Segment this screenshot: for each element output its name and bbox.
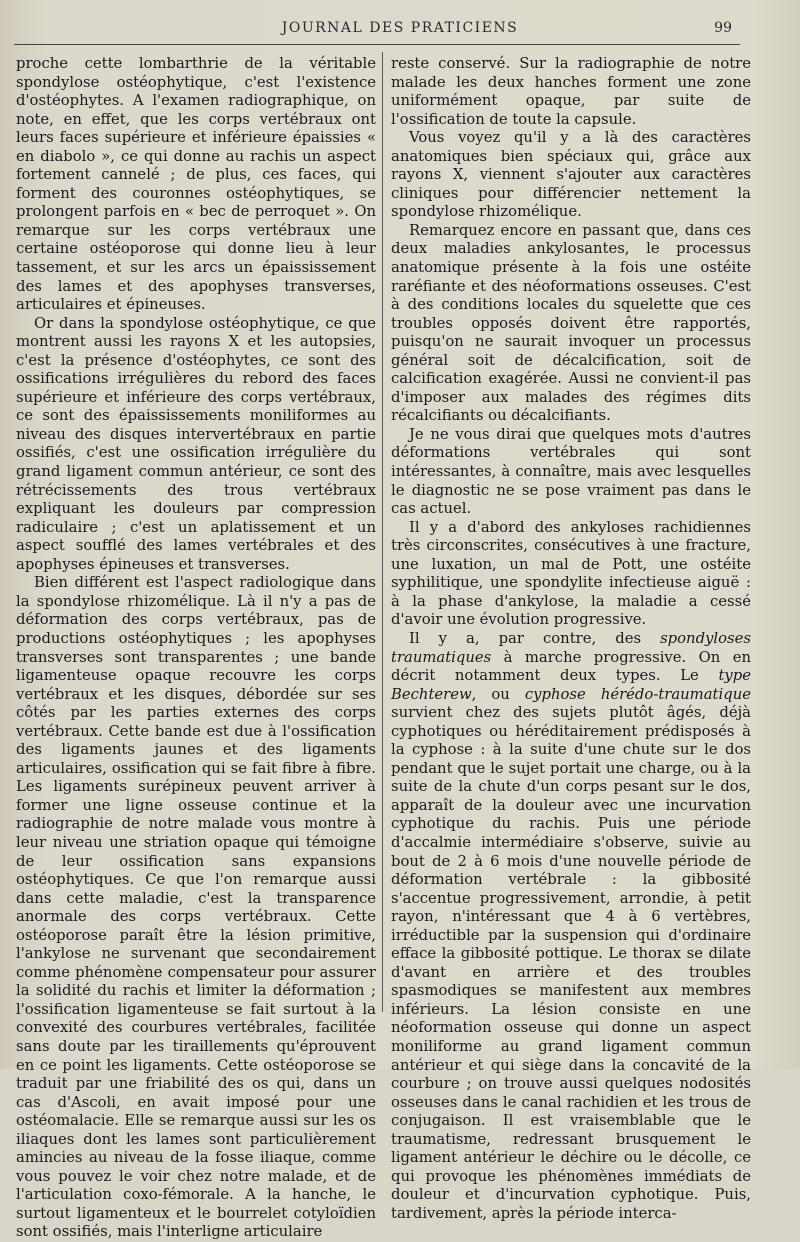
text-run: , ou [471, 685, 525, 703]
paragraph [391, 630, 751, 1224]
running-title: JOURNAL DES PRATICIENS [281, 20, 519, 36]
paragraph: reste conservé. Sur la radiographie de notre malade les deux hanches forment une zone uniformément opaque, par suite de l'ossification de toute la capsule. [391, 55, 751, 128]
text-run: survient chez des sujets plutôt âgés, déjà cyphotiques ou héréditairement prédisposés à la cyphose : à la suite d'une chute sur le dos pendant que le sujet portait une charge, ou à la suite de la chute d'un corps pesant sur le dos, apparaît de la douleur avec une incurvation cyphotique du rachis. Puis une période d'accalmie intermédiaire s'observe, suivie au bout de 2 à 6 mois d'une nouvelle période de déformation vertébrale : la gibbosité s'accentue progressivement, arrondie, à petit rayon, n'intéressant que 4 à 6 vertèbres, irréductible par la suspension qui d'ordinaire efface la gibbosité pottique. Le thorax se dilate d'avant en arrière et des troubles spasmodiques se manifestent aux membres inférieurs. La lésion consiste en une néoformation osseuse qui donne un aspect moniliforme au grand ligament commun antérieur et qui siège dans la concavité de la courbure ; on trouve aussi quelques nodosités osseuses dans le canal rachidien et les trous de conjugaison. Il est vraisemblable que le traumatisme, redressant brusquement le ligament antérieur le déchire ou le décolle, ce qui provoque les phénomènes immédiats de douleur et d'incurvation cyphotique. Puis, tardivement, après la période interca- [391, 704, 751, 1222]
right-column [391, 55, 751, 1223]
paragraph: Je ne vous dirai que quelques mots d'autres déformations vertébrales qui sont intéressantes, à connaître, mais avec lesquelles le diagnostic ne se pose vraiment pas dans le cas actuel. [391, 425, 751, 518]
paragraph: Vous voyez qu'il y a là des caractères anatomiques bien spéciaux qui, grâce aux rayons X, viennent s'ajouter aux caractères cliniques pour différencier nettement la spondylose rhizomélique. [391, 129, 751, 221]
emphasis-text: type Bechterew [391, 667, 751, 703]
paragraph: Il y a d'abord des ankyloses rachidiennes très circonscrites, consécutives à une fracture, une luxation, un mal de Pott, une ostéite syphilitique, une spondylite infectieuse aiguë : à la phase d'ankylose, la maladie a cessé d'avoir une évolution progressive. [391, 518, 751, 629]
emphasis-text: cyphose hérédo-traumatique [524, 685, 751, 703]
paragraph: Remarquez encore en passant que, dans ces deux maladies ankylosantes, le processus anatomique présente à la fois une ostéite raréfiante et des néoformations osseuses. C'est à des conditions locales du squelette que ces troubles opposés doivent être rapportés, puisqu'on ne saurait invoquer un processus général soit de décalcification, soit de calcification exagérée. Aussi ne convient-il pas d'imposer aux malades des régimes dits récalcifiants ou décalcifiants. [391, 221, 751, 425]
page-header [0, 18, 800, 40]
text-run: à marche progressive. On en décrit notamment deux types. Le [391, 648, 751, 685]
paragraph: proche cette lombarthrie de la véritable spondylose ostéophytique, c'est l'existence d'ostéophytes. A l'examen radiographique, on note, en effet, que les corps vertébraux ont leurs faces supérieure et inférieure épaissies « en diabolo », ce qui donne au rachis un aspect fortement cannelé ; de plus, ces faces, qui forment des couronnes ostéophytiques, se prolongent parfois en « bec de perroquet ». On remarque sur les corps vertébraux une certaine ostéoporose qui donne lieu à leur tassement, et sur les arcs un épaississement des lames et des apophyses transverses, articulaires et épineuses. [16, 55, 376, 314]
page-number: 99 [714, 20, 732, 36]
emphasis-text: spondyloses traumatiques [391, 629, 751, 666]
column-divider [382, 52, 383, 1012]
paragraph: Or dans la spondylose ostéophytique, ce que montrent aussi les rayons X et les autopsies, c'est la présence d'ostéophytes, ce sont des ossifications irrégulières du rebord des faces supérieure et inférieure des corps vertébraux, ce sont des épaississements moniliformes au niveau des disques intervertébraux en partie ossifiés, c'est une ossification irrégulière du grand ligament commun antérieur, ce sont des rétrécissements des trous vertébraux expliquant les douleurs par compression radiculaire ; c'est un aplatissement et un aspect soufflé des lames vertébrales et des apophyses épineuses et transverses. [16, 314, 376, 573]
header-rule [14, 44, 740, 45]
paragraph: Bien différent est l'aspect radiologique dans la spondylose rhizomélique. Là il n'y a pas de déformation des corps vertébraux, pas de productions ostéophytiques ; les apophyses transverses sont transparentes ; une bande ligamenteuse opaque recouvre les corps vertébraux et les disques, débordée sur ses côtés par les parties externes des corps vertébraux. Cette bande est due à l'ossification des ligaments jaunes et des ligaments articulaires, ossification qui se fait fibre à fibre. Les ligaments surépineux peuvent arriver à former une ligne osseuse continue et la radiographie de notre malade vous montre à leur niveau une striation opaque qui témoigne de leur ossification sans expansions ostéophytiques. Ce que l'on remarque aussi dans cette maladie, c'est la transparence anormale des corps vertébraux. Cette ostéoporose paraît être la lésion primitive, l'ankylose ne survenant que secondairement comme phénomène compensateur pour assurer la solidité du rachis et limiter la déformation ; l'ossification ligamenteuse se fait surtout à la convexité des courbures vertébrales, facilitée sans doute par les tiraillements qu'éprouvent en ce point les ligaments. Cette ostéoporose se traduit par une friabilité des os qui, dans un cas d'Ascoli, en avait imposé pour une ostéomalacie. Elle se remarque aussi sur les os iliaques dont les lames sont particulièrement amincies au niveau de la fosse iliaque, comme vous pouvez le voir chez notre malade, et de l'articulation coxo-fémorale. A la hanche, le surtout ligamenteux et le bourrelet cotyloïdien sont ossifiés, mais l'interligne articulaire [16, 574, 376, 1241]
text-run: Il y a, par contre, des [409, 629, 661, 647]
left-column [16, 55, 376, 1242]
